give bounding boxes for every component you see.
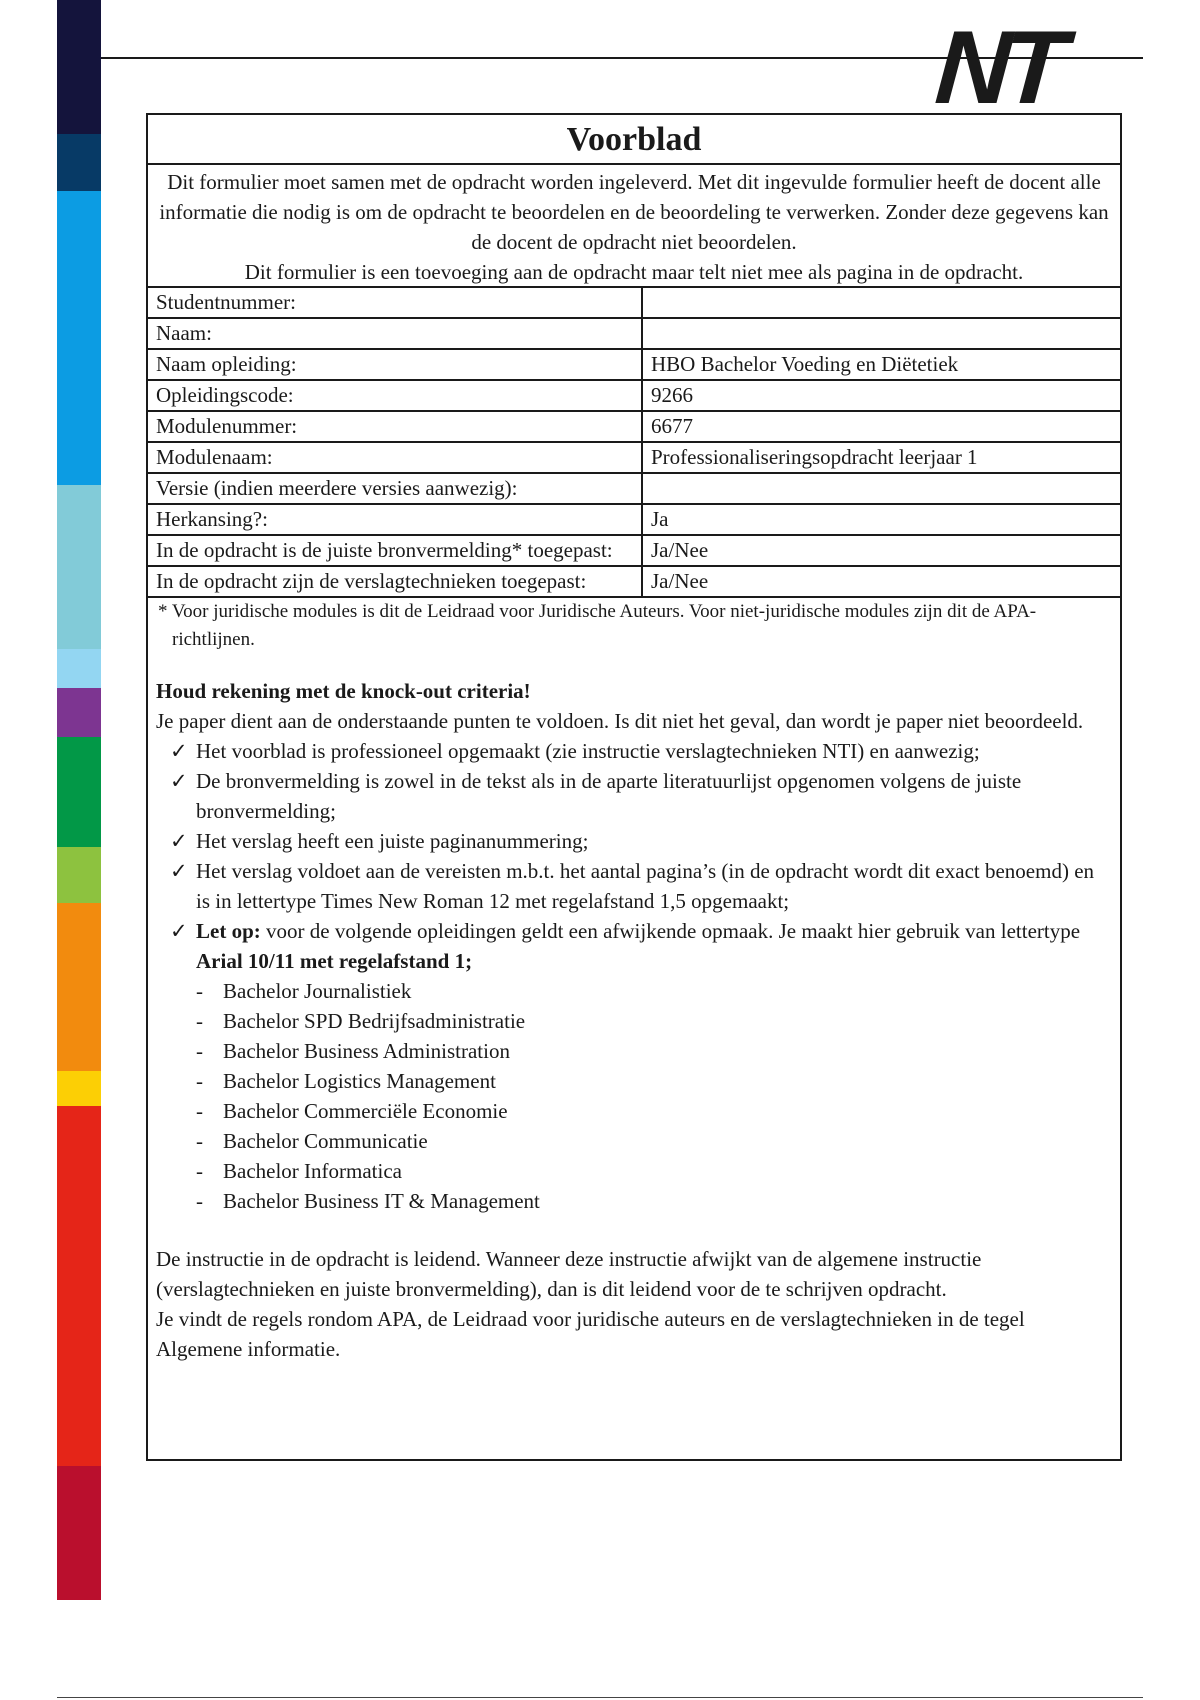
field-row <box>148 473 1120 504</box>
form-intro <box>148 165 1120 288</box>
field-label: Opleidingscode: <box>148 380 642 411</box>
knockout-intro: Je paper dient aan de onderstaande punten te voldoen. Is dit niet het geval, dan wordt je paper niet beoordeeld. <box>156 709 1084 733</box>
color-bar-segment <box>57 688 101 737</box>
check-icon: ✓ <box>170 739 188 763</box>
knockout-heading: Houd rekening met de knock-out criteria! <box>156 679 531 703</box>
check-icon: ✓ <box>170 769 188 793</box>
footer-rule <box>57 1697 1143 1698</box>
color-bar-segment <box>57 191 101 485</box>
color-bar-segment <box>57 485 101 649</box>
dash-bullet: - <box>196 1009 203 1033</box>
field-value: Ja/Nee <box>642 566 1120 597</box>
checklist-item <box>170 856 1112 916</box>
check-icon: ✓ <box>170 859 188 883</box>
programs-list <box>156 976 1112 1216</box>
notes-section <box>148 598 1120 1364</box>
letop-font-spec: Arial 10/11 met regelafstand 1; <box>196 949 473 973</box>
program-item <box>196 1186 1112 1216</box>
check-icon: ✓ <box>170 919 188 943</box>
color-bar-segment <box>57 134 101 191</box>
field-value <box>642 288 1120 318</box>
color-bar-segment <box>57 1071 101 1106</box>
field-value: Professionaliseringsopdracht leerjaar 1 <box>642 442 1120 473</box>
letop-label: Let op: <box>196 919 261 943</box>
color-bar-segment <box>57 847 101 903</box>
color-bar-segment <box>57 1106 101 1466</box>
program-item <box>196 1096 1112 1126</box>
field-label: Modulenummer: <box>148 411 642 442</box>
field-label: Studentnummer: <box>148 288 642 318</box>
color-bar-segment <box>57 0 101 134</box>
program-name: Bachelor Business IT & Management <box>223 1189 540 1213</box>
checklist-item <box>170 766 1112 826</box>
brand-color-bar <box>57 0 101 1600</box>
letop-text: voor de volgende opleidingen geldt een afwijkende opmaak. Je maakt hier gebruik van lettertype <box>260 919 1081 943</box>
program-item <box>196 1126 1112 1156</box>
field-label: In de opdracht is de juiste bronvermelding* toegepast: <box>148 535 642 566</box>
checklist-item-letop <box>170 916 1112 976</box>
dash-bullet: - <box>196 1129 203 1153</box>
color-bar-segment <box>57 1466 101 1600</box>
field-label: Herkansing?: <box>148 504 642 535</box>
program-name: Bachelor Business Administration <box>223 1039 510 1063</box>
program-item <box>196 1156 1112 1186</box>
field-value: Ja <box>642 504 1120 535</box>
dash-bullet: - <box>196 1159 203 1183</box>
field-row <box>148 288 1120 318</box>
checklist-item-text: De bronvermelding is zowel in de tekst als in de aparte literatuurlijst opgenomen volgens de juiste bronvermelding; <box>196 769 1022 823</box>
field-row <box>148 535 1120 566</box>
program-name: Bachelor Informatica <box>223 1159 402 1183</box>
color-bar-segment <box>57 649 101 688</box>
field-value <box>642 473 1120 504</box>
dash-bullet: - <box>196 1069 203 1093</box>
checklist-item-text: Het verslag voldoet aan de vereisten m.b.t. het aantal pagina’s (in de opdracht wordt dit exact benoemd) en is in lettertype Times New Roman 12 met regelafstand 1,5 opgemaakt; <box>196 859 1095 913</box>
program-name: Bachelor Journalistiek <box>223 979 412 1003</box>
form-title: Voorblad <box>148 115 1120 165</box>
checklist-item-text: Het voorblad is professioneel opgemaakt (zie instructie verslagtechnieken NTI) en aanwezig; <box>196 739 980 763</box>
field-value: 6677 <box>642 411 1120 442</box>
program-item <box>196 1036 1112 1066</box>
field-row <box>148 504 1120 535</box>
field-row <box>148 318 1120 349</box>
dash-bullet: - <box>196 1099 203 1123</box>
field-row <box>148 566 1120 597</box>
field-value: Ja/Nee <box>642 535 1120 566</box>
dash-bullet: - <box>196 1039 203 1063</box>
field-label: Modulenaam: <box>148 442 642 473</box>
cover-sheet-form <box>146 113 1122 1461</box>
footnote: * Voor juridische modules is dit de Leidraad voor Juridische Auteurs. Voor niet-juridische modules zijn dit de APA-richtlijnen. <box>158 601 1037 650</box>
program-item <box>196 1066 1112 1096</box>
field-value: 9266 <box>642 380 1120 411</box>
dash-bullet: - <box>196 1189 203 1213</box>
checklist-item <box>170 826 1112 856</box>
checklist-item-text: Het verslag heeft een juiste paginanummering; <box>196 829 589 853</box>
field-label: In de opdracht zijn de verslagtechnieken toegepast: <box>148 566 642 597</box>
program-item <box>196 1006 1112 1036</box>
field-value <box>642 318 1120 349</box>
form-fields-table <box>148 288 1120 598</box>
knockout-checklist <box>156 736 1112 976</box>
field-label: Versie (indien meerdere versies aanwezig): <box>148 473 642 504</box>
field-row <box>148 442 1120 473</box>
field-row <box>148 411 1120 442</box>
check-icon: ✓ <box>170 829 188 853</box>
nti-logo: NT <box>931 10 1063 126</box>
program-item <box>196 976 1112 1006</box>
field-label: Naam: <box>148 318 642 349</box>
intro-paragraph: Dit formulier is een toevoeging aan de opdracht maar telt niet mee als pagina in de opdracht. <box>244 260 1024 284</box>
field-row <box>148 349 1120 380</box>
field-label: Naam opleiding: <box>148 349 642 380</box>
color-bar-segment <box>57 737 101 847</box>
dash-bullet: - <box>196 979 203 1003</box>
program-name: Bachelor Communicatie <box>223 1129 428 1153</box>
field-value: HBO Bachelor Voeding en Diëtetiek <box>642 349 1120 380</box>
field-row <box>148 380 1120 411</box>
program-name: Bachelor Commerciële Economie <box>223 1099 508 1123</box>
checklist-item <box>170 736 1112 766</box>
program-name: Bachelor SPD Bedrijfsadministratie <box>223 1009 526 1033</box>
closing-paragraph: Je vindt de regels rondom APA, de Leidraad voor juridische auteurs en de verslagtechnieken in de tegel Algemene informatie. <box>156 1307 1025 1361</box>
intro-paragraph: Dit formulier moet samen met de opdracht worden ingeleverd. Met dit ingevulde formulier heeft de docent alle informatie die nodig is om de opdracht te beoordelen en de beoordeling te verwerken. Zonder deze gegevens kan de docent de opdracht niet beoordelen. <box>159 170 1109 254</box>
color-bar-segment <box>57 903 101 1071</box>
closing-paragraph: De instructie in de opdracht is leidend. Wanneer deze instructie afwijkt van de algemene instructie (verslagtechnieken en juiste bronvermelding), dan is dit leidend voor de te schrijven opdracht. <box>156 1247 982 1301</box>
program-name: Bachelor Logistics Management <box>223 1069 496 1093</box>
